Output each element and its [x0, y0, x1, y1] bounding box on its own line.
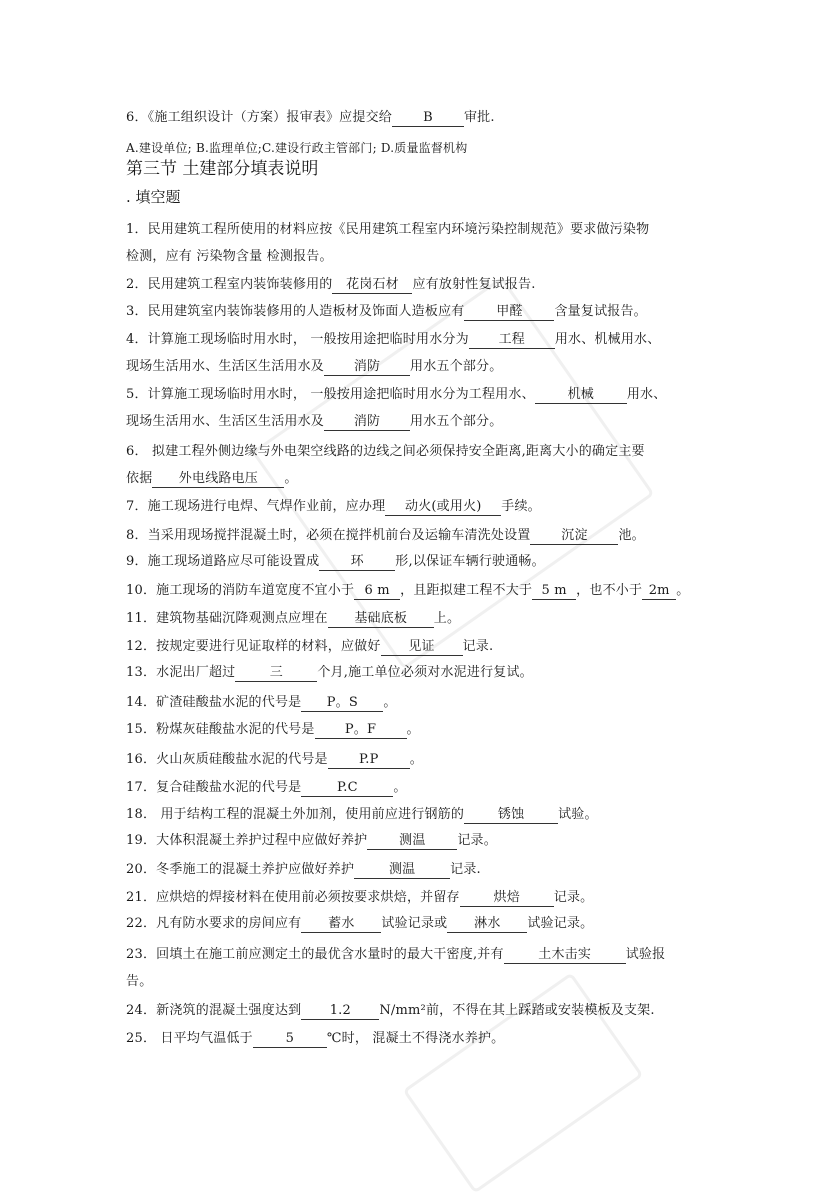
answer-blank: 消防: [324, 414, 410, 431]
item-18: 18． 用于结构工程的混凝土外加剂，使用前应进行钢筋的 锈蚀 试验。: [126, 807, 598, 822]
item-12: 12．按规定要进行见证取样的材料，应做好 见证 记录.: [126, 639, 494, 654]
answer-blank: 环: [319, 554, 395, 571]
item-20: 20．冬季施工的混凝土养护应做好养护 测温 记录.: [126, 862, 481, 877]
item-6-line-2: 依据 外电线路电压 。: [126, 471, 298, 486]
item-11: 11．建筑物基础沉降观测点应埋在 基础底板 上。: [126, 611, 461, 626]
answer-blank: 见证: [381, 639, 463, 656]
answer-blank: 烘焙: [460, 890, 554, 907]
item-25: 25． 日平均气温低于 5 ℃时， 混凝土不得浇水养护。: [126, 1031, 505, 1046]
item-7: 7．施工现场进行电焊、气焊作业前，应办理 动火(或用火) 手续。: [126, 499, 541, 514]
answer-blank: 5: [253, 1031, 327, 1048]
question-text: 审批.: [463, 110, 495, 125]
item-3: 3．民用建筑室内装饰装修用的人造板材及饰面人造板应有 甲醛 含量复试报告。: [126, 304, 647, 319]
answer-blank: P.C: [301, 780, 393, 797]
answer-blank: 测温: [367, 833, 457, 850]
item-6-line-1: 6． 拟建工程外侧边缘与外电架空线路的边线之间必须保持安全距离,距离大小的确定主要: [126, 444, 645, 459]
answer-blank: 锈蚀: [464, 807, 558, 824]
answer-blank: P.P: [328, 752, 410, 769]
item-23-line-2: 告。: [126, 974, 153, 989]
answer-blank: 外电线路电压: [152, 471, 284, 488]
answer-blank: 工程: [469, 332, 555, 349]
section-title: 第三节 土建部分填表说明: [126, 159, 319, 179]
item-19: 19．大体积混凝土养护过程中应做好养护 测温 记录。: [126, 833, 497, 848]
item-24: 24．新浇筑的混凝土强度达到 1.2 N/mm²前，不得在其上踩踏或安装模板及支架.: [126, 1003, 655, 1018]
item-4-line-1: 4．计算施工现场临时用水时， 一般按用途把临时用水分为 工程 用水、机械用水、: [126, 332, 661, 347]
answer-blank: 消防: [324, 359, 410, 376]
item-2: 2．民用建筑工程室内装饰装修用的 花岗石材 应有放射性复试报告.: [126, 277, 536, 292]
answer-blank: B: [392, 110, 464, 127]
answer-blank: 花岗石材: [332, 277, 412, 294]
answer-blank: 机械: [535, 387, 627, 404]
item-13: 13．水泥出厂超过 三 个月,施工单位必须对水泥进行复试。: [126, 665, 533, 680]
section-subtitle: . 填空题: [126, 188, 181, 206]
question-6: [126, 109, 495, 127]
answer-blank: 1.2: [301, 1003, 379, 1020]
item-16: 16．火山灰质硅酸盐水泥的代号是 P.P 。: [126, 752, 423, 767]
answer-blank: 三: [235, 665, 317, 682]
item-22: 22．凡有防水要求的房间应有 蓄水 试验记录或 淋水 试验记录。: [126, 916, 594, 931]
answer-blank: 基础底板: [328, 611, 434, 628]
item-10: 10．施工现场的消防车道宽度不宜小于 6 m ，且距拟建工程不大于 5 m ，也不小于 2m 。: [126, 583, 690, 598]
item-5-line-1: 5．计算施工现场临时用水时， 一般按用途把临时用水分为工程用水、 机械 用水、: [126, 387, 667, 402]
answer-blank: P。F: [315, 722, 407, 739]
answer-blank: 沉淀: [530, 528, 618, 545]
answer-blank: 2m: [642, 583, 676, 600]
item-1-line-2: 检测，应有 污染物含量 检测报告。: [126, 249, 333, 264]
item-15: 15．粉煤灰硅酸盐水泥的代号是 P。F 。: [126, 722, 420, 737]
answer-blank: 动火(或用火): [385, 499, 501, 516]
answer-blank: 测温: [354, 862, 450, 879]
item-1-line-1: 1．民用建筑工程所使用的材料应按《民用建筑工程室内环境污染控制规范》要求做污染物: [126, 222, 650, 237]
item-21: 21．应烘焙的焊接材料在使用前必须按要求烘焙，并留存 烘焙 记录。: [126, 890, 594, 905]
item-8: 8．当采用现场搅拌混凝土时，必须在搅拌机前台及运输车清洗处设置 沉淀 池。: [126, 528, 645, 543]
item-17: 17．复合硅酸盐水泥的代号是 P.C 。: [126, 780, 407, 795]
answer-blank: 蓄水: [301, 916, 381, 933]
answer-blank: 淋水: [447, 916, 527, 933]
answer-blank: P。S: [301, 695, 383, 712]
item-14: 14．矿渣硅酸盐水泥的代号是 P。S 。: [126, 695, 397, 710]
answer-blank: 6 m: [354, 583, 400, 600]
answer-blank: 5 m: [532, 583, 576, 600]
item-9: 9．施工现场道路应尽可能设置成 环 形,以保证车辆行驶通畅。: [126, 554, 545, 569]
question-6-options: A.建设单位; B.监理单位;C.建设行政主管部门; D.质量监督机构: [126, 141, 468, 155]
item-4-line-2: 现场生活用水、生活区生活用水及 消防 用水五个部分。: [126, 359, 503, 374]
item-23-line-1: 23．回填土在施工前应测定土的最优含水量时的最大干密度,并有 土木击实 试验报: [126, 947, 666, 962]
answer-blank: 土木击实: [504, 947, 626, 964]
item-5-line-2: 现场生活用水、生活区生活用水及 消防 用水五个部分。: [126, 414, 503, 429]
question-text: 6．《施工组织设计（方案）报审表》应提交给: [126, 110, 392, 125]
answer-blank: 甲醛: [464, 304, 554, 321]
